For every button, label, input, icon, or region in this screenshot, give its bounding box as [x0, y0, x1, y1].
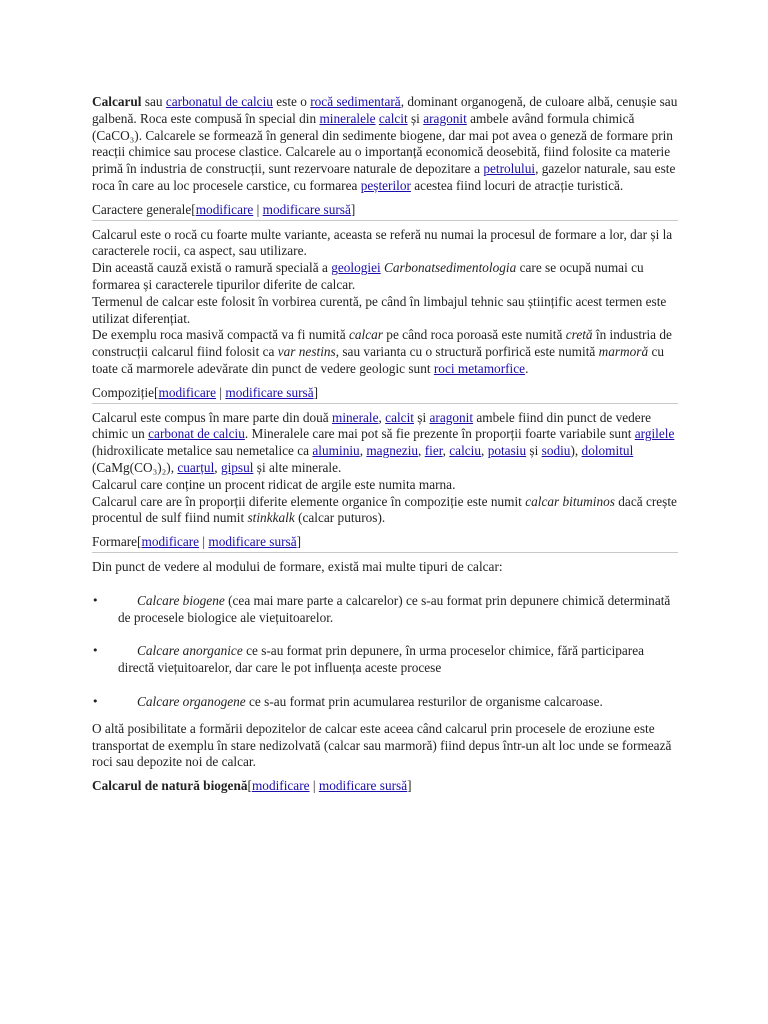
paragraph: Termenul de calcar este folosit în vorbirea curentă, pe când în limbajul tehnic sau științific acest termen este utilizat diferențiat. [92, 293, 667, 326]
text: , [359, 443, 367, 459]
link-roci-metamorfice[interactable]: roci metamorfice [433, 360, 526, 376]
italic-term: marmoră [598, 344, 649, 360]
bracket: [ [191, 201, 196, 217]
link-pesterilor[interactable]: peșterilor [360, 177, 411, 193]
bracket: [ [154, 384, 159, 400]
separator: | [253, 201, 263, 217]
text: și alte minerale. [253, 459, 342, 475]
edit-link[interactable]: modificare [141, 534, 200, 550]
edit-link[interactable]: modificare [195, 201, 254, 217]
italic-term: calcar bituminos [525, 493, 615, 509]
text: , sau varianta cu o structură porfirică este numită [335, 344, 599, 360]
edit-link[interactable]: modificare [158, 384, 217, 400]
article-title-term: Calcarul [92, 94, 142, 109]
bracket: [ [247, 778, 252, 794]
link-argilele[interactable]: argilele [634, 426, 675, 442]
text: cu toate că marmorele adevărate din punct de vedere geologic sunt [92, 344, 664, 376]
section-title: Caractere generale [92, 201, 192, 217]
text: , [378, 409, 386, 425]
bracket: ] [407, 778, 412, 794]
text: Calcarul care are în proporții diferite elemente organice în compoziție este numit [92, 493, 526, 509]
text: . Mineralele care mai pot să fie prezente în proporții foarte variabile sunt [244, 426, 635, 442]
text: și [407, 110, 424, 126]
intro-paragraph [92, 94, 678, 195]
text: (CaMg(CO₃)₂), [92, 459, 178, 475]
text: De exemplu roca masivă compactă va fi numită [92, 327, 349, 343]
link-calcit[interactable]: calcit [378, 110, 408, 126]
bracket: [ [137, 534, 142, 550]
link-sodiu[interactable]: sodiu [541, 443, 571, 459]
section-title: Calcarul de natură biogenă [92, 778, 248, 794]
section-heading-caractere-generale [92, 202, 678, 221]
paragraph [92, 327, 678, 377]
text: (hidroxilicate metalice sau nemetalice ca [92, 443, 313, 459]
separator: | [216, 384, 226, 400]
italic-term: Calcare organogene [137, 693, 246, 709]
text: pe când roca poroasă este numită [382, 327, 566, 343]
paragraph [92, 410, 678, 477]
italic-term: stinkkalk [247, 510, 295, 526]
link-mineralele[interactable]: mineralele [319, 110, 376, 126]
italic-term: cretă [565, 327, 593, 343]
italic-term: calcar [348, 327, 383, 343]
link-petrolului[interactable]: petrolului [483, 161, 536, 177]
section-heading-compozitie [92, 385, 678, 404]
link-potasiu[interactable]: potasiu [487, 443, 527, 459]
edit-link[interactable]: modificare [251, 778, 310, 794]
article [92, 94, 678, 795]
text: și [413, 409, 430, 425]
text: și [526, 443, 542, 459]
paragraph: Calcarul care conține un procent ridicat de argile este numita marna. [92, 476, 456, 492]
text: , [481, 443, 488, 459]
link-aragonit[interactable]: aragonit [429, 409, 474, 425]
link-roca-sedimentara[interactable]: rocă sedimentară [310, 94, 401, 109]
text: . [525, 360, 529, 376]
text: Calcarul este compus în mare parte din două [92, 409, 332, 425]
list-item [92, 643, 678, 677]
text: (cea mai mare parte a calcarelor) ce s-au format prin depunere chimică determinată de procesele biologice ale viețuitoarelor. [118, 592, 671, 625]
link-calcit[interactable]: calcit [385, 409, 414, 425]
link-dolomitul[interactable]: dolomitul [581, 443, 634, 459]
edit-source-link[interactable]: modificare sursă [262, 201, 351, 217]
link-cuartul[interactable]: cuarțul [177, 459, 215, 475]
text: , [418, 443, 425, 459]
bullet-list [92, 593, 678, 711]
bracket: ] [350, 201, 356, 217]
text: ce s-au format prin acumularea resturilor de organisme calcaroase. [245, 693, 603, 709]
link-carbonat-de-calciu[interactable]: carbonat de calciu [148, 426, 245, 442]
section-title: Compoziție [92, 384, 155, 400]
text: ambele fiind din punct de vedere chimic un [92, 409, 652, 442]
link-aragonit[interactable]: aragonit [423, 110, 467, 126]
link-carbonatul-de-calciu[interactable]: carbonatul de calciu [165, 94, 273, 109]
section-heading-formare [92, 534, 678, 553]
section-heading-calcarul-biogen [92, 778, 678, 795]
paragraph: Calcarul este o rocă cu foarte multe variante, aceasta se referă nu numai la procesul de formare a lor, dar și la caracterele rocii, ca aspect, sau utilizare. [92, 226, 673, 259]
text: ambele având formula chimică (CaCO₃). Calcarele se formează în general din sedimente biogene, dar mai pot avea o geneză de formare prin reacții chimice sau procese clastice. Calcarele au o importanță economică deosebită, fiind folosite ca materie primă în industria de construcții, sunt rezervoare naturale de depozitare a [92, 110, 673, 177]
edit-source-link[interactable]: modificare sursă [208, 534, 297, 550]
italic-term: Calcare biogene [137, 592, 225, 608]
link-gipsul[interactable]: gipsul [220, 459, 254, 475]
text: în industria de construcții calcarul fiind folosit ca [92, 327, 672, 360]
link-minerale[interactable]: minerale [332, 409, 379, 425]
paragraph [92, 260, 678, 294]
text: (calcar puturos). [294, 510, 386, 526]
bullet-icon: • [92, 593, 99, 607]
text: , dominant organogenă, de culoare albă, cenușie sau galbenă. Roca este compusă în special din [92, 94, 678, 126]
text: Din această cauză există o ramură specială a [92, 260, 332, 276]
text: este o [272, 94, 311, 109]
link-calciu[interactable]: calciu [449, 443, 482, 459]
text: dacă crește procentul de sulf fiind numit [92, 493, 677, 526]
edit-source-link[interactable]: modificare sursă [225, 384, 314, 400]
text: ce s-au format prin depunere, în urma proceselor chimice, fără participarea directă viețuitoarelor, dar care le pot influența aceste procese [118, 643, 645, 676]
text: , [214, 459, 221, 475]
link-fier[interactable]: fier [424, 443, 443, 459]
separator: | [199, 534, 209, 550]
paragraph [92, 494, 678, 528]
link-magneziu[interactable]: magneziu [366, 443, 419, 459]
text: care se ocupă numai cu formarea și caracterele tipurilor diferite de calcar. [92, 260, 644, 292]
list-item [92, 593, 678, 627]
italic-term: var nestins [277, 344, 336, 360]
separator: | [309, 778, 319, 794]
bracket: ] [313, 384, 319, 400]
italic-term: Carbonatsedimentologia [384, 260, 517, 276]
link-aluminiu[interactable]: aluminiu [312, 443, 360, 459]
link-geologiei[interactable]: geologiei [331, 260, 381, 276]
bullet-icon: • [92, 644, 99, 658]
bullet-icon: • [92, 694, 99, 708]
paragraph: O altă posibilitate a formării depozitelor de calcar este aceea când calcarul prin procesele de eroziune este transportat de exemplu în stare nedizolvată (calcar sau marmoră) fiind depus într-un alt loc unde se formează roci sau depozite noi de calcar. [92, 720, 672, 770]
italic-term: Calcare anorganice [137, 643, 243, 659]
text: acestea fiind locuri de atracție turistică. [410, 177, 624, 193]
paragraph: Din punct de vedere al modului de formare, există mai multe tipuri de calcar: [92, 558, 503, 574]
text: ), [570, 443, 582, 459]
text: , gazelor naturale, sau este roca în care au loc procesele carstice, cu formarea [92, 161, 676, 193]
edit-source-link[interactable]: modificare sursă [318, 778, 408, 794]
list-item [92, 694, 678, 711]
text: , [442, 443, 450, 459]
text: sau [141, 94, 166, 109]
bracket: ] [296, 534, 302, 550]
section-title: Formare [92, 534, 138, 550]
